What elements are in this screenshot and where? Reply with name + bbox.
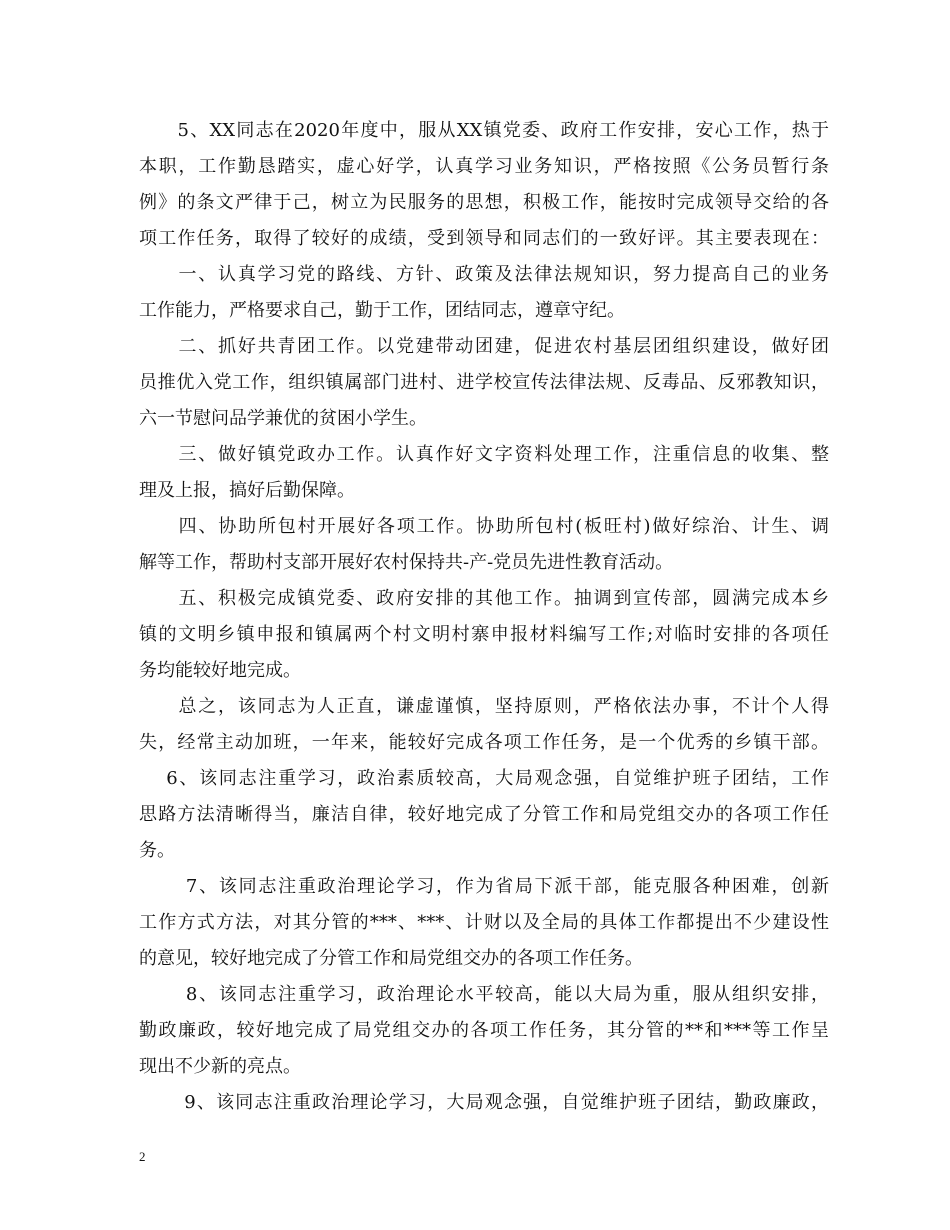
- text-line: 理及上报，搞好后勤保障。: [139, 480, 355, 501]
- text-line: 四、协助所包村开展好各项工作。协助所包村(板旺村)做好综治、计生、调: [139, 516, 829, 537]
- text-line: 三、做好镇党政办工作。认真作好文字资料处理工作，注重信息的收集、整: [139, 444, 829, 465]
- text-line: 工作方式方法，对其分管的***、***、计财以及全局的具体工作都提出不少建设性: [139, 912, 829, 933]
- page-number: 2: [139, 1149, 146, 1164]
- text-line: 本职，工作勤恳踏实，虚心好学，认真学习业务知识，严格按照《公务员暂行条: [139, 156, 829, 177]
- text-line: 务均能较好地完成。: [139, 660, 301, 681]
- text-line: 6、该同志注重学习，政治素质较高，大局观念强，自觉维护班子团结，工作: [139, 768, 829, 789]
- text-line: 总之，该同志为人正直，谦虚谨慎，坚持原则，严格依法办事，不计个人得: [139, 696, 829, 717]
- text-line: 8、该同志注重学习，政治理论水平较高，能以大局为重，服从组织安排，: [139, 984, 829, 1005]
- text-line: 5、XX同志在2020年度中，服从XX镇党委、政府工作安排，安心工作，热于: [139, 120, 829, 141]
- text-line: 思路方法清晰得当，廉洁自律，较好地完成了分管工作和局党组交办的各项工作任: [139, 804, 829, 825]
- text-line: 镇的文明乡镇申报和镇属两个村文明村寨申报材料编写工作;对临时安排的各项任: [139, 624, 829, 645]
- text-line: 五、积极完成镇党委、政府安排的其他工作。抽调到宣传部，圆满完成本乡: [139, 588, 829, 609]
- text-line: 务。: [139, 840, 175, 861]
- text-line: 一、认真学习党的路线、方针、政策及法律法规知识，努力提高自己的业务: [139, 264, 829, 285]
- text-line: 项工作任务，取得了较好的成绩，受到领导和同志们的一致好评。其主要表现在：: [139, 228, 829, 249]
- text-line: 9、该同志注重政治理论学习，大局观念强，自觉维护班子团结，勤政廉政，: [139, 1092, 829, 1113]
- text-line: 勤政廉政，较好地完成了局党组交办的各项工作任务，其分管的**和***等工作呈: [139, 1020, 829, 1041]
- text-line: 失，经常主动加班，一年来，能较好完成各项工作任务，是一个优秀的乡镇干部。: [139, 732, 829, 753]
- text-line: 二、抓好共青团工作。以党建带动团建，促进农村基层团组织建设，做好团: [139, 336, 829, 357]
- text-line: 员推优入党工作，组织镇属部门进村、进学校宣传法律法规、反毒品、反邪教知识，: [139, 372, 829, 393]
- text-line: 例》的条文严律于己，树立为民服务的思想，积极工作，能按时完成领导交给的各: [139, 192, 829, 213]
- text-line: 现出不少新的亮点。: [139, 1056, 301, 1077]
- text-line: 六一节慰问品学兼优的贫困小学生。: [139, 408, 427, 429]
- text-line: 解等工作，帮助村支部开展好农村保持共-产-党员先进性教育活动。: [139, 552, 674, 573]
- text-line: 7、该同志注重政治理论学习，作为省局下派干部，能克服各种困难，创新: [139, 876, 829, 897]
- text-line: 工作能力，严格要求自己，勤于工作，团结同志，遵章守纪。: [139, 300, 625, 321]
- text-line: 的意见，较好地完成了分管工作和局党组交办的各项工作任务。: [139, 948, 643, 969]
